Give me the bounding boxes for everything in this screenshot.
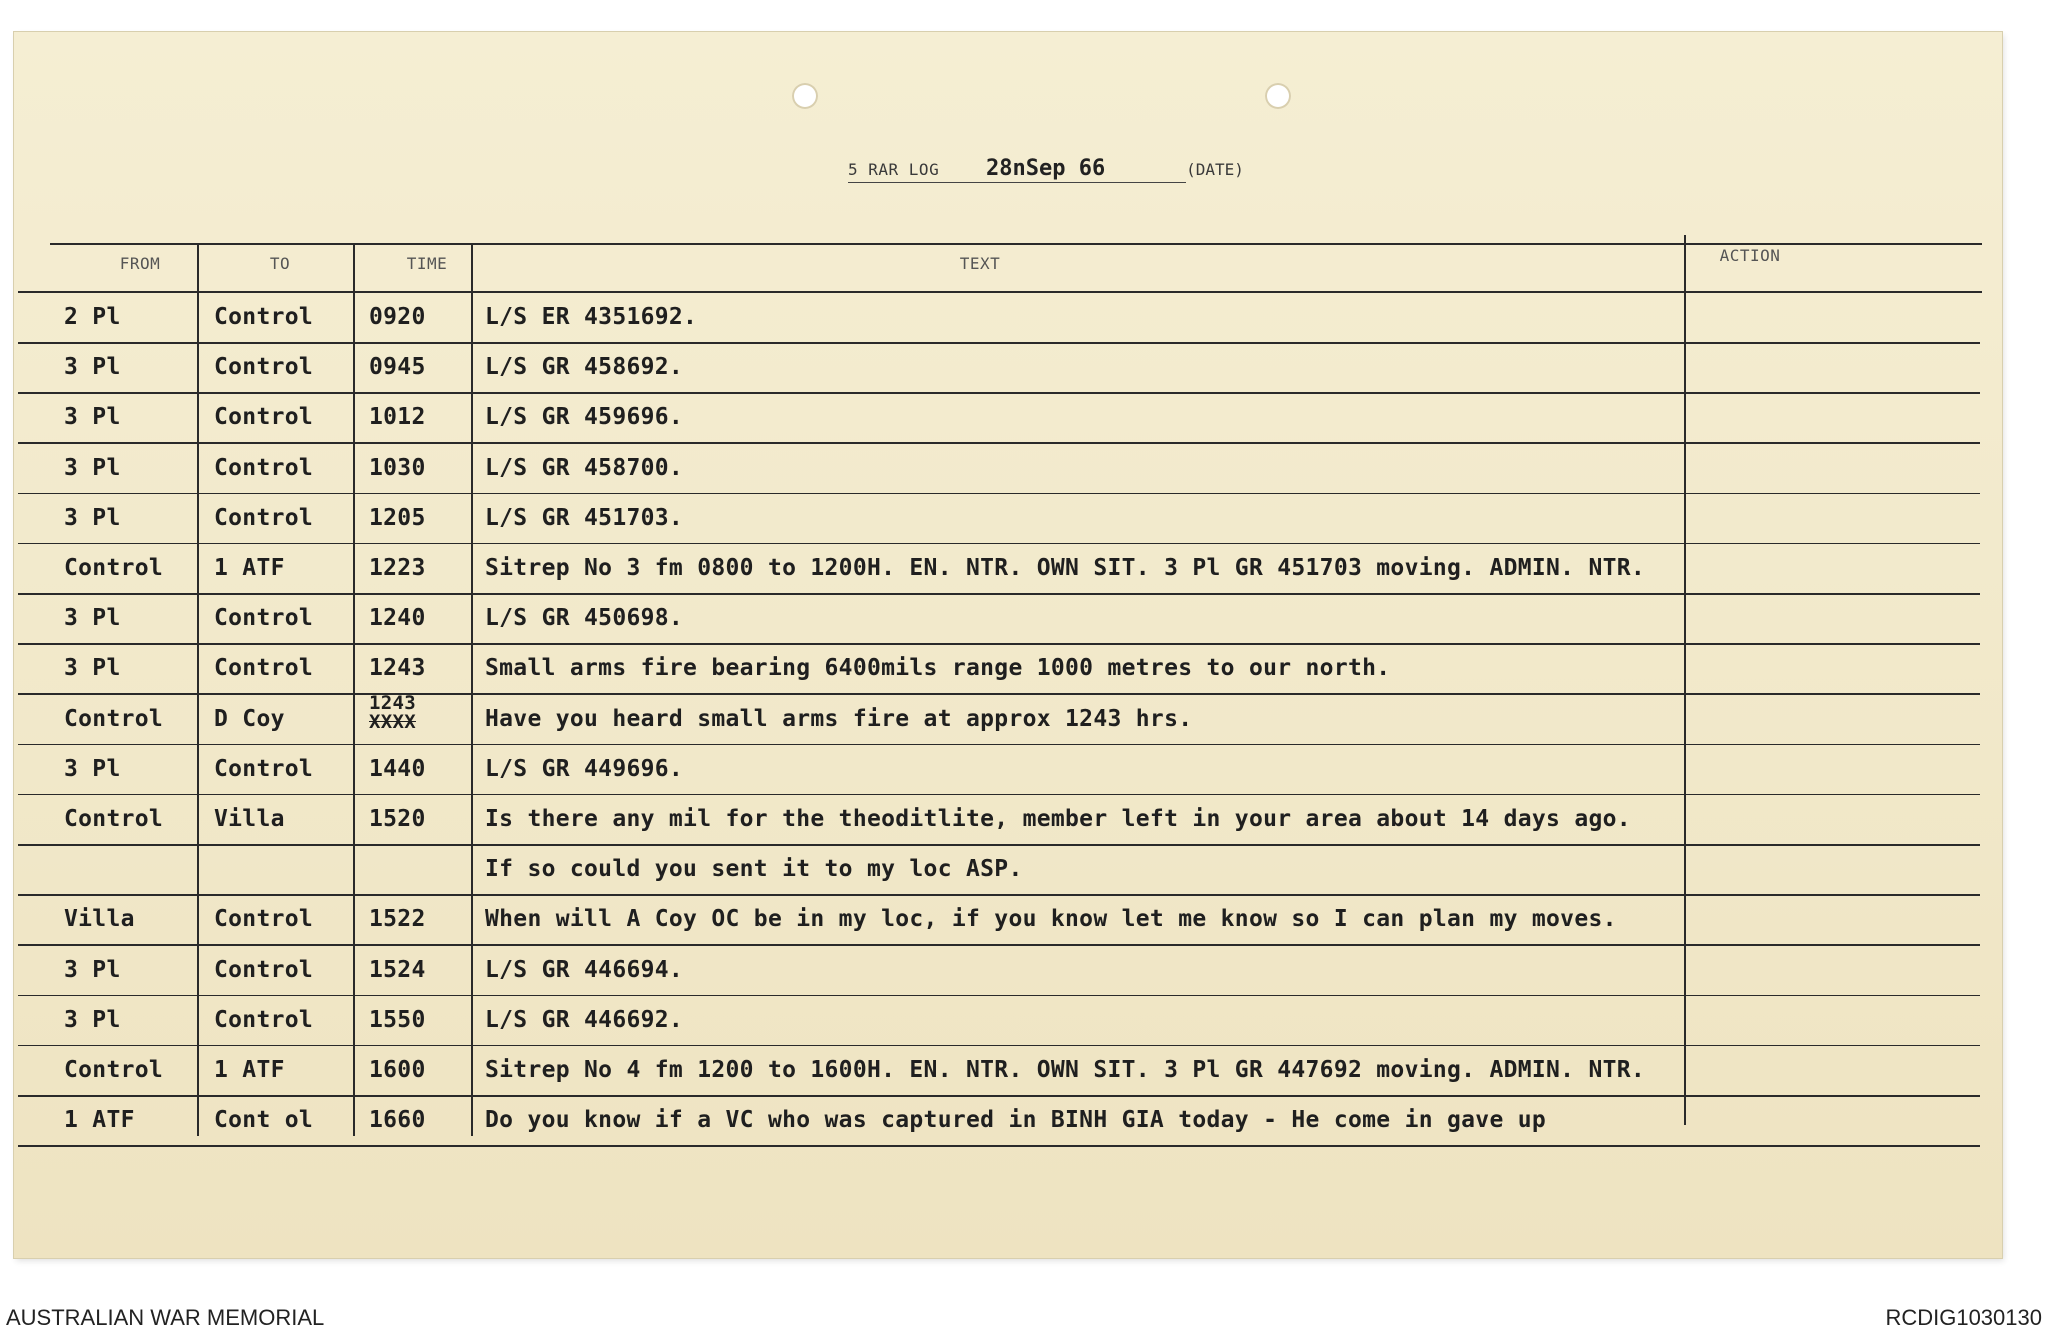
cell-to: Control (214, 404, 314, 431)
cell-time: 1520 (369, 806, 426, 832)
cell-to: D Coy (214, 705, 285, 732)
cell-time: 0920 (369, 304, 426, 330)
column-header-time: TIME (406, 254, 448, 273)
cell-time: 1550 (369, 1006, 426, 1033)
table-row (0, 691, 2048, 750)
cell-time: 1012 (369, 404, 426, 431)
cell-to: 1 ATF (214, 1057, 285, 1083)
table-row (0, 1101, 2048, 1151)
cell-from: Control (64, 806, 164, 832)
table-row (0, 398, 2048, 448)
table-row (0, 850, 2048, 900)
cell-text: Sitrep No 4 fm 1200 to 1600H. EN. NTR. OWN SIT. 3 Pl GR 447692 moving. ADMIN. NTR. (485, 1057, 1646, 1083)
cell-to: Control (214, 906, 314, 933)
cell-to: Cont ol (214, 1107, 314, 1134)
cell-to: Control (214, 1006, 314, 1033)
cell-to: Control (214, 956, 314, 983)
table-row (0, 1001, 2048, 1051)
cell-from: 3 Pl (64, 354, 121, 381)
column-header-text: TEXT (959, 254, 1001, 273)
cell-to: Control (214, 755, 314, 782)
cell-time (369, 691, 459, 733)
cell-text: L/S ER 4351692. (485, 304, 698, 330)
cell-from: 3 Pl (64, 956, 121, 983)
cell-text: Is there any mil for the theoditlite, member left in your area about 14 days ago. (485, 806, 1631, 832)
cell-time: 1030 (369, 454, 426, 481)
cell-from: 3 Pl (64, 454, 121, 481)
table-row (0, 499, 2048, 549)
cell-from: 1 ATF (64, 1107, 135, 1134)
cell-from: Villa (64, 906, 135, 933)
column-header-action: ACTION (1719, 246, 1781, 265)
table-row (0, 649, 2048, 699)
cell-to: Control (214, 304, 314, 330)
table-row (0, 750, 2048, 800)
cell-to: 1 ATF (214, 555, 285, 581)
table-row (0, 951, 2048, 1001)
table-row (0, 449, 2048, 499)
cell-time: 1243 (369, 655, 426, 682)
cell-text: L/S GR 459696. (485, 404, 684, 431)
cell-text: L/S GR 449696. (485, 755, 684, 782)
table-row (0, 348, 2048, 398)
cell-text: L/S GR 451703. (485, 504, 684, 531)
cell-from: 3 Pl (64, 755, 121, 782)
cell-from: 3 Pl (64, 504, 121, 531)
cell-from: Control (64, 1057, 164, 1083)
log-date: 28nSep 66 (986, 156, 1106, 181)
cell-text: L/S GR 450698. (485, 605, 684, 632)
cell-to: Control (214, 605, 314, 632)
cell-time: 1223 (369, 555, 426, 581)
time-struck-value: XXXX (369, 710, 416, 733)
cell-text: When will A Coy OC be in my loc, if you know let me know so I can plan my moves. (485, 906, 1617, 933)
table-row (0, 900, 2048, 950)
cell-time: 1240 (369, 605, 426, 632)
cell-to: Control (214, 504, 314, 531)
cell-text: Do you know if a VC who was captured in BINH GIA today - He come in gave up (485, 1107, 1547, 1134)
cell-from: 2 Pl (64, 304, 121, 330)
cell-time: 1524 (369, 956, 426, 983)
cell-time: 1522 (369, 906, 426, 933)
footer-right: RCDIG1030130 (1885, 1305, 2042, 1330)
cell-time: 1660 (369, 1107, 426, 1134)
cell-text: Sitrep No 3 fm 0800 to 1200H. EN. NTR. OWN SIT. 3 Pl GR 451703 moving. ADMIN. NTR. (485, 555, 1646, 581)
column-header-to: TO (269, 254, 291, 273)
cell-text: L/S GR 446692. (485, 1006, 684, 1033)
table-row (0, 800, 2048, 850)
time-value: 1243 (369, 691, 416, 714)
column-header-from: FROM (119, 254, 161, 273)
table-row (0, 298, 2048, 348)
date-label: (DATE) (1186, 160, 1244, 179)
cell-text: Have you heard small arms fire at approx 1243 hrs. (485, 705, 1193, 732)
cell-text: Small arms fire bearing 6400mils range 1000 metres to our north. (485, 655, 1391, 682)
cell-from: 3 Pl (64, 655, 121, 682)
cell-text: L/S GR 458700. (485, 454, 684, 481)
cell-time: 0945 (369, 354, 426, 381)
log-title: 5 RAR LOG (848, 160, 940, 179)
cell-from: 3 Pl (64, 404, 121, 431)
cell-from: Control (64, 705, 164, 732)
cell-to: Control (214, 655, 314, 682)
table-row (0, 1051, 2048, 1101)
cell-from: 3 Pl (64, 605, 121, 632)
cell-time: 1600 (369, 1057, 426, 1083)
cell-to: Control (214, 454, 314, 481)
cell-text: L/S GR 458692. (485, 354, 684, 381)
cell-time: 1205 (369, 504, 426, 531)
cell-from: Control (64, 555, 164, 581)
cell-time: 1440 (369, 755, 426, 782)
table-row (0, 599, 2048, 649)
cell-to: Control (214, 354, 314, 381)
cell-text: If so could you sent it to my loc ASP. (485, 856, 1023, 883)
cell-from: 3 Pl (64, 1006, 121, 1033)
footer-left: AUSTRALIAN WAR MEMORIAL (6, 1305, 325, 1330)
cell-to: Villa (214, 806, 285, 832)
cell-text: L/S GR 446694. (485, 956, 684, 983)
table-row (0, 549, 2048, 599)
